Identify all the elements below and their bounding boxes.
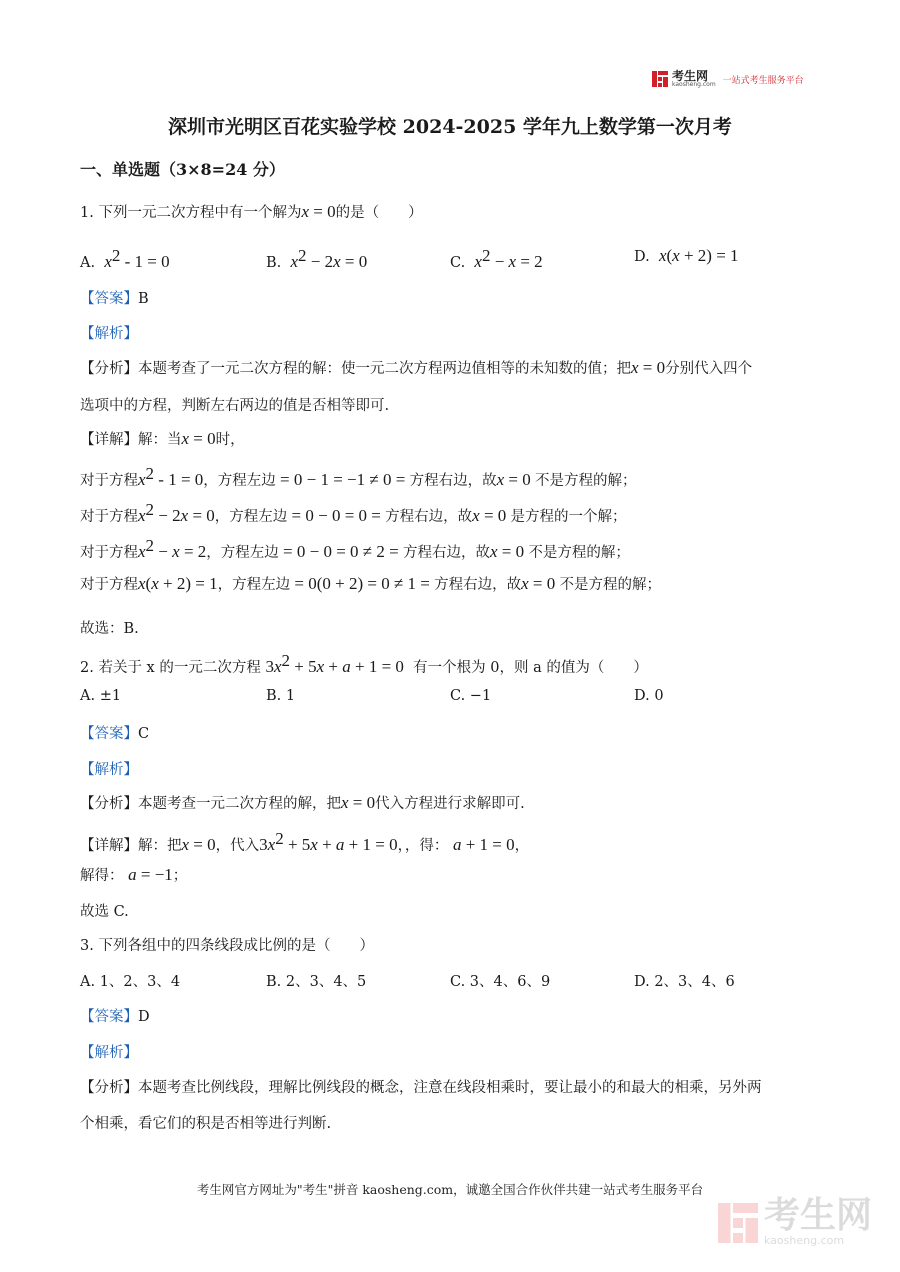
q2-option-c: C. −1	[450, 688, 492, 704]
q3-option-b: B. 2、3、4、5	[266, 974, 367, 990]
q3-option-a: A. 1、2、3、4	[80, 974, 181, 990]
q1-option-a: A. $x^2 - 1 = 0$	[80, 246, 170, 271]
brand-domain: kaosheng.com	[672, 81, 716, 88]
q1-fenxi-line1: 【分析】本题考查了一元二次方程的解：使一元二次方程两边值相等的未知数的值；把x = 0分别代入四个	[80, 358, 753, 377]
q1-option-c: C. $x^2 - x = 2$	[450, 246, 543, 271]
page-footer: 考生网官方网址为"考生"拼音 kaosheng.com，诚邀全国合作伙伴共建一站式考生服务平台	[196, 1182, 704, 1197]
q1-option-d: D. x(x + 2) = 1	[634, 246, 739, 265]
kaosheng-watermark-icon	[718, 1203, 758, 1243]
q3-answer: 【答案】D	[80, 1009, 150, 1025]
q2-answer: 【答案】C	[80, 726, 150, 742]
q3-stem: 3. 下列各组中的四条线段成比例的是（ ）	[80, 938, 374, 954]
q3-option-d: D. 2、3、4、6	[634, 974, 735, 990]
watermark	[718, 1195, 873, 1247]
q3-fenxi-line1: 【分析】本题考查比例线段，理解比例线段的概念，注意在线段相乘时，要让最小的和最大的相乘，另外两	[80, 1080, 762, 1096]
q1-check-row-c: 对于方程$x^2 - x = 2$，方程左边 = 0 − 0 = 0 ≠ 2 = 方程右边，故x = 0 不是方程的解；	[80, 536, 630, 561]
q1-xiangjie: 【详解】解：当x = 0时，	[80, 429, 245, 448]
q2-jiede: 解得： a = −1；	[80, 865, 188, 884]
brand-header	[652, 70, 804, 88]
q2-conclusion: 故选 C.	[80, 904, 129, 920]
q2-stem: 2. 若关于 x 的一元二次方程 $3x^2 + 5x + a + 1 = 0$ 有一个根为 0，则 a 的值为（ ）	[80, 651, 648, 676]
q2-option-d: D. 0	[634, 688, 664, 704]
q2-option-a: A. ±1	[80, 688, 122, 704]
q3-option-c: C. 3、4、6、9	[450, 974, 551, 990]
q1-check-row-d: 对于方程x(x + 2) = 1，方程左边 = 0(0 + 2) = 0 ≠ 1 = 方程右边，故x = 0 不是方程的解；	[80, 574, 662, 593]
q1-check-row-a: 对于方程$x^2 - 1 = 0$，方程左边 = 0 − 1 = −1 ≠ 0 = 方程右边，故x = 0 不是方程的解；	[80, 464, 637, 489]
q1-option-b: B. $x^2 - 2x = 0$	[266, 246, 368, 271]
watermark-domain: kaosheng.com	[764, 1234, 845, 1247]
q2-analysis-label: 【解析】	[80, 762, 138, 778]
q1-stem: 1. 下列一元二次方程中有一个解为x = 0的是（ ）	[80, 202, 423, 221]
q2-fenxi: 【分析】本题考查一元二次方程的解，把x = 0代入方程进行求解即可.	[80, 793, 525, 812]
page-title: 深圳市光明区百花实验学校 2024-2025 学年九上数学第一次月考	[168, 116, 732, 138]
brand-slogan: 一站式考生服务平台	[722, 75, 804, 86]
q1-fenxi-line2: 选项中的方程，判断左右两边的值是否相等即可.	[80, 398, 390, 414]
q1-check-row-b: 对于方程$x^2 - 2x = 0$，方程左边 = 0 − 0 = 0 = 方程右边，故x = 0 是方程的一个解；	[80, 500, 627, 525]
kaosheng-logo-icon	[652, 71, 668, 87]
q1-conclusion: 故选：B.	[80, 621, 139, 637]
q2-option-b: B. 1	[266, 688, 296, 704]
q2-xiangjie: 【详解】解：把x = 0，代入$3x^2 + 5x + a + 1 = 0$，，得： a + 1 = 0，	[80, 829, 530, 854]
watermark-name: 考生网	[764, 1195, 873, 1236]
section-heading: 一、单选题（3×8=24 分）	[80, 160, 285, 179]
q1-answer: 【答案】B	[80, 291, 149, 307]
q1-analysis-label: 【解析】	[80, 326, 138, 342]
q3-analysis-label: 【解析】	[80, 1045, 138, 1061]
brand-name: 考生网	[672, 69, 709, 83]
q3-fenxi-line2: 个相乘，看它们的积是否相等进行判断.	[80, 1116, 332, 1132]
